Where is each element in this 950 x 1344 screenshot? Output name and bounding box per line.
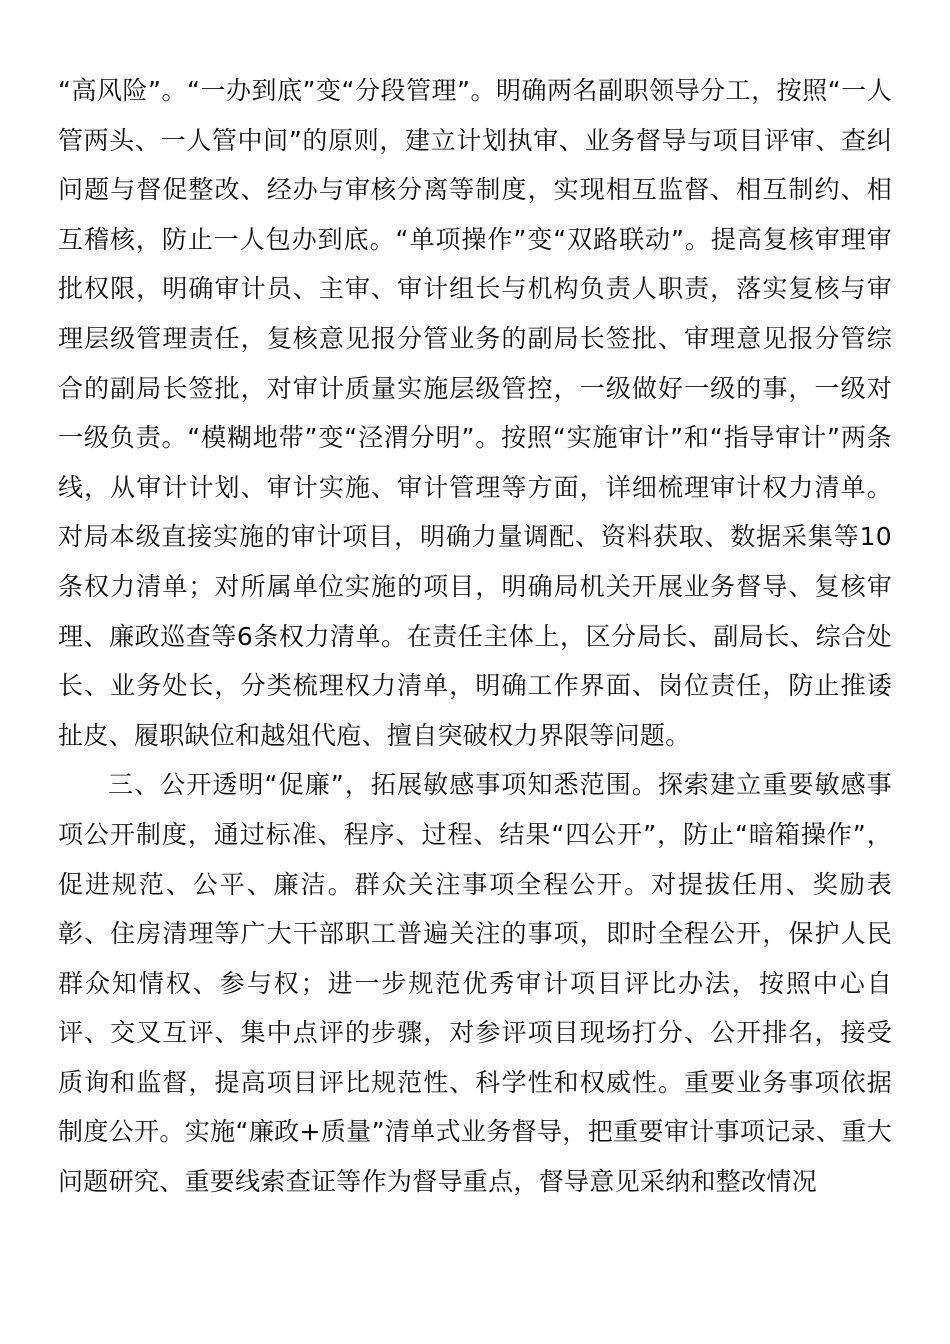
body-paragraph-2: 三、公开透明“促廉”，拓展敏感事项知悉范围。探索建立重要敏感事项公开制度，通过标准、程序、过程、结果“四公开”，防止“暗箱操作”，促进规范、公平、廉洁。群众关注事项全程公开。对提拔任用、奖励表彰、住房清理等广大干部职工普遍关注的事项，即时全程公开，保护人民群众知情权、参与权；进一步规范优秀审计项目评比办法，按照中心自评、交叉互评、集中点评的步骤，对参评项目现场打分、公开排名，接受质询和监督，提高项目评比规范性、科学性和权威性。重要业务事项依据制度公开。实施“廉政+质量”清单式业务督导，把重要审计事项记录、重大问题研究、重要线索查证等作为督导重点，督导意见采纳和整改情况 (58, 770, 892, 1197)
document-page (58, 66, 892, 1207)
body-paragraph-1: “高风险”。“一办到底”变“分段管理”。明确两名副职领导分工，按照“一人管两头、一人管中间”的原则，建立计划执审、业务督导与项目评审、查纠问题与督促整改、经办与审核分离等制度，实现相互监督、相互制约、相互稽核，防止一人包办到底。“单项操作”变“双路联动”。提高复核审理审批权限，明确审计员、主审、审计组长与机构负责人职责，落实复核与审理层级管理责任，复核意见报分管业务的副局长签批、审理意见报分管综合的副局长签批，对审计质量实施层级管控，一级做好一级的事，一级对一级负责。“模糊地带”变“泾渭分明”。按照“实施审计”和“指导审计”两条线，从审计计划、审计实施、审计管理等方面，详细梳理审计权力清单。对局本级直接实施的审计项目，明确力量调配、资料获取、数据采集等10条权力清单；对所属单位实施的项目，明确局机关开展业务督导、复核审理、廉政巡查等6条权力清单。在责任主体上，区分局长、副局长、综合处长、业务处长，分类梳理权力清单，明确工作界面、岗位责任，防止推诿扯皮、履职缺位和越俎代庖、擅自突破权力界限等问题。 (58, 76, 892, 750)
